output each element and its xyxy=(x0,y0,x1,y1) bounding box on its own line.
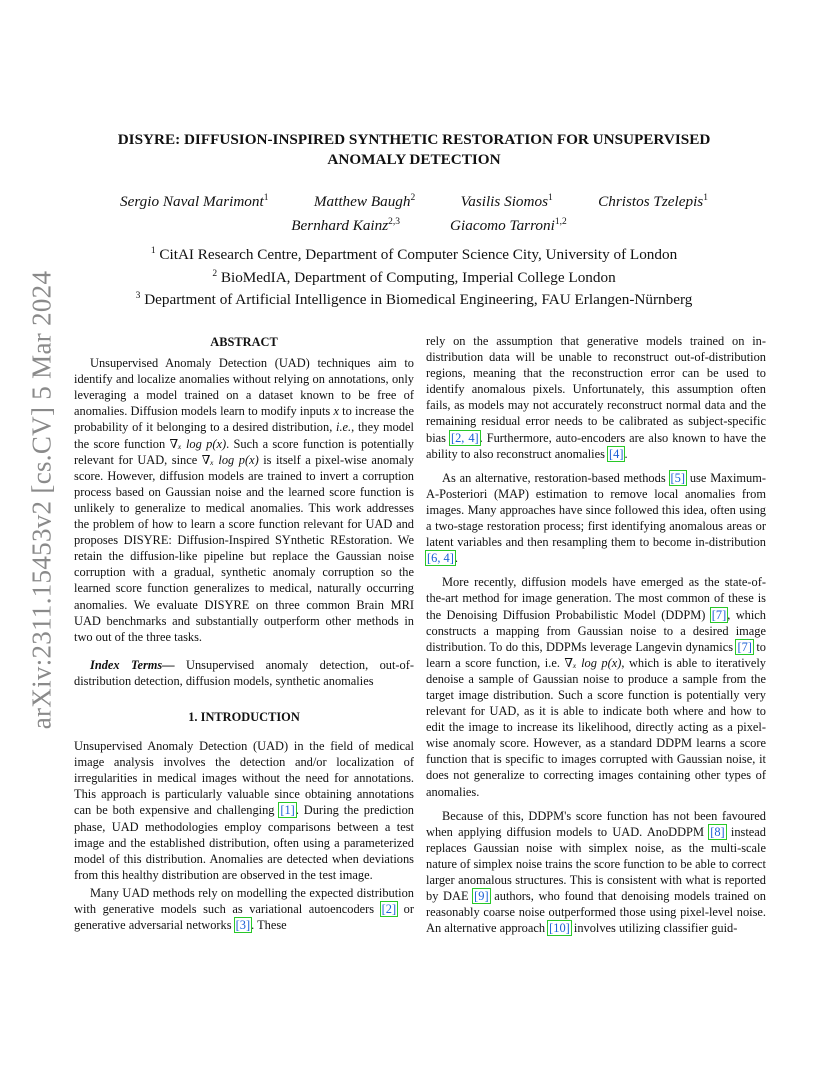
citation-link[interactable]: [7] xyxy=(737,639,752,654)
citation-link[interactable]: [10] xyxy=(549,921,570,936)
citation-link[interactable]: [7] xyxy=(711,607,727,622)
author: Giacomo Tarroni$^{1,2}$ xyxy=(450,217,567,235)
introduction-heading: 1. INTRODUCTION xyxy=(188,709,300,724)
intro-paragraph: Many UAD methods rely on modelling the expected distribution with generative models such as variational autoencoders [2] or generative adversarial networks [3]. These xyxy=(74,885,414,933)
citation-link[interactable]: [1] xyxy=(280,803,295,818)
citation-link[interactable]: [2, 4] xyxy=(450,430,479,445)
body-paragraph: Because of this, DDPM's score function has not been favoured when applying diffusion models to UAD. AnoDDPM [8] instead replaces Gaussian noise with simplex noise, as the multi-scale nature of simplex noise trains the score function to be able to correct larger anomalous structures. This is consistent with what is reported by DAE [9] authors, who found that denoising models trained on reasonably coarse noise outperformed those using pixel-level noise. An alternative approach [10] involves utilizing classifier guid- xyxy=(426,808,766,936)
author: Christos Tzelepis$^1$ xyxy=(598,193,708,211)
affiliation: $^3$ Department of Artificial Intelligence in Biomedical Engineering, FAU Erlangen-Nürnberg xyxy=(135,291,693,309)
author: Bernhard Kainz$^{2,3}$ xyxy=(291,217,401,235)
paper-title xyxy=(80,130,748,170)
right-column xyxy=(426,333,766,936)
affiliation-list xyxy=(80,242,748,310)
abstract-heading: ABSTRACT xyxy=(210,335,278,349)
citation-link[interactable]: [8] xyxy=(710,824,725,839)
intro-paragraph: Unsupervised Anomaly Detection (UAD) in the field of medical image analysis involves the detection and/or localization of irregularities in medical images without the need for annotations. This approach is particularly valuable since obtaining annotations can be both expensive and challenging [1]. During the prediction phase, UAD methodologies employ comparisons between a test image and the established distribution, often using a parameterized model of this distribution. Anomalies are detected when deviations from this healthy distribution are observed in the test image. xyxy=(74,739,414,882)
author: Sergio Naval Marimont$^1$ xyxy=(120,193,269,211)
body-paragraph: rely on the assumption that generative models trained on in-distribution data will be unable to reconstruct out-of-distribution regions, meaning that the reconstruction error can be used to identify anomalous pixels. Unfortunately, this assumption often fails, as models may not accurately reconstruct normal data and the remaining residual error needs to be calibrated as subject-specific bias [2, 4]. Furthermore, auto-encoders are also known to have the ability to also reconstruct anomalies [4]. xyxy=(426,334,767,461)
citation-link[interactable]: [4] xyxy=(609,446,624,461)
left-column xyxy=(74,334,414,933)
affiliation: $^1$ CitAI Research Centre, Department of Computer Science City, University of London xyxy=(150,246,678,264)
author: Vasilis Siomos$^1$ xyxy=(460,193,553,211)
citation-link[interactable]: [5] xyxy=(670,470,685,485)
author-list xyxy=(80,188,748,236)
body-paragraph: As an alternative, restoration-based methods [5] use Maximum-A-Posteriori (MAP) estimation to remove local anomalies from images. Many approaches have since followed this idea, often using a two-stage restoration process; first identifying anomalous areas or latent variables and then resampling them to become in-distribution [6, 4]. xyxy=(426,470,766,566)
arxiv-sidebar xyxy=(22,270,62,730)
abstract-text: Unsupervised Anomaly Detection (UAD) techniques aim to identify and localize anomalies without relying on annotations, only leveraging a model trained on a dataset known to be free of anomalies. Diffusion models learn to modify inputs x to increase the probability of it belonging to a desired distribution, i.e., they model the score function ∇ₓ log p(x). Such a score function is potentially relevant for UAD, since ∇ₓ log p(x) is itself a pixel-wise anomaly score. However, diffusion models are trained to invert a corruption process based on Gaussian noise and the learned score function is unlikely to generalize to medical anomalies. This work addresses the problem of how to learn a score function relevant for UAD and proposes DISYRE: Diffusion-Inspired SYnthetic REstoration. We retain the diffusion-like pipeline but replace the Gaussian noise corruption with a gradual, synthetic anomaly corruption so the learned score function generalizes to medical, naturally occurring anomalies. We evaluate DISYRE on three common Brain MRI UAD benchmarks and substantially outperform other methods in two out of the three tasks. xyxy=(74,356,415,644)
citation-link[interactable]: [2] xyxy=(381,902,397,916)
title-line-1: DISYRE: DIFFUSION-INSPIRED SYNTHETIC RESTORATION FOR UNSUPERVISED xyxy=(117,131,711,148)
title-line-2: ANOMALY DETECTION xyxy=(327,151,501,168)
arxiv-identifier: arXiv:2311.15453v2 [cs.CV] 5 Mar 2024 xyxy=(26,270,57,730)
citation-link[interactable]: [6, 4] xyxy=(427,551,454,566)
index-terms: Index Terms— Unsupervised anomaly detection, out-of-distribution detection, diffusion models, synthetic anomalies xyxy=(74,657,414,688)
citation-link[interactable]: [9] xyxy=(474,889,489,904)
author: Matthew Baugh$^2$ xyxy=(313,193,416,211)
citation-link[interactable]: [3] xyxy=(235,918,251,933)
body-paragraph: More recently, diffusion models have emerged as the state-of-the-art method for image generation. The most common of these is the Denoising Diffusion Probabilistic Model (DDPM) [7], which constructs a mapping from Gaussian noise to a desired image distribution. To do this, DDPMs leverage Langevin dynamics [7] to learn a score function, i.e. ∇ₓ log p(x), which is able to iteratively denoise a sample of Gaussian noise to produce a sample from the target image distribution. Such a score function is potentially very relevant for UAD, as it is able to indicate both where and how to edit the image to increase its likelihood, directly acting as a pixel-wise anomaly score. However, as a standard DDPM learns a score function that is specific to images corrupted with Gaussian noise, it does not generalize to correcting images containing other types of anomalies. xyxy=(426,575,767,799)
affiliation: $^2$ BioMedIA, Department of Computing, Imperial College London xyxy=(212,268,616,286)
